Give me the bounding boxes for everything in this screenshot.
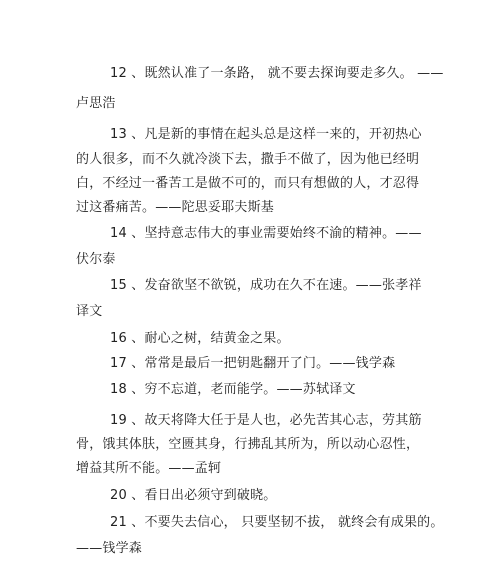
quote-13-line-2: 的人很多，而不久就冷淡下去，撒手不做了，因为他已经明 [76, 152, 420, 167]
quote-21-line-1: 21 、不要失去信心， 只要坚韧不拔， 就终会有成果的。 [110, 515, 444, 530]
quote-17-line-1: 17 、常常是最后一把钥匙翻开了门。——钱学森 [110, 356, 396, 371]
quote-13-line-4: 过这番痛苦。——陀思妥耶夫斯基 [76, 200, 275, 215]
quote-16-line-1: 16 、耐心之树，结黄金之果。 [110, 331, 290, 346]
quote-13-line-1: 13 、凡是新的事情在起头总是这样一来的，开初热心 [110, 127, 422, 142]
quote-14-line-1: 14 、坚持意志伟大的事业需要始终不渝的精神。—— [110, 226, 422, 241]
quote-15-line-2: 译文 [76, 304, 103, 319]
quote-19-line-3: 增益其所不能。——孟轲 [76, 461, 222, 476]
quote-14-line-2: 伏尔泰 [76, 252, 116, 267]
quote-12-line-1: 12 、既然认准了一条路， 就不要去探询要走多久。 —— [110, 66, 444, 81]
quote-12-line-2: 卢思浩 [76, 96, 116, 111]
quote-15-line-1: 15 、发奋欲坚不欲锐，成功在久不在速。——张孝祥 [110, 278, 422, 293]
quote-21-line-2: ——钱学森 [76, 541, 143, 556]
quote-19-line-2: 骨，饿其体肤，空匮其身，行拂乱其所为，所以动心忍性， [76, 437, 420, 452]
quote-20-line-1: 20 、看日出必须守到破晓。 [110, 488, 277, 503]
quote-13-line-3: 白，不经过一番苦工是做不可的，而只有想做的人，才忍得 [76, 176, 420, 191]
quote-19-line-1: 19 、故天将降大任于是人也，必先苦其心志，劳其筋 [110, 413, 422, 428]
quote-18-line-1: 18 、穷不忘道，老而能学。——苏轼译文 [110, 382, 356, 397]
